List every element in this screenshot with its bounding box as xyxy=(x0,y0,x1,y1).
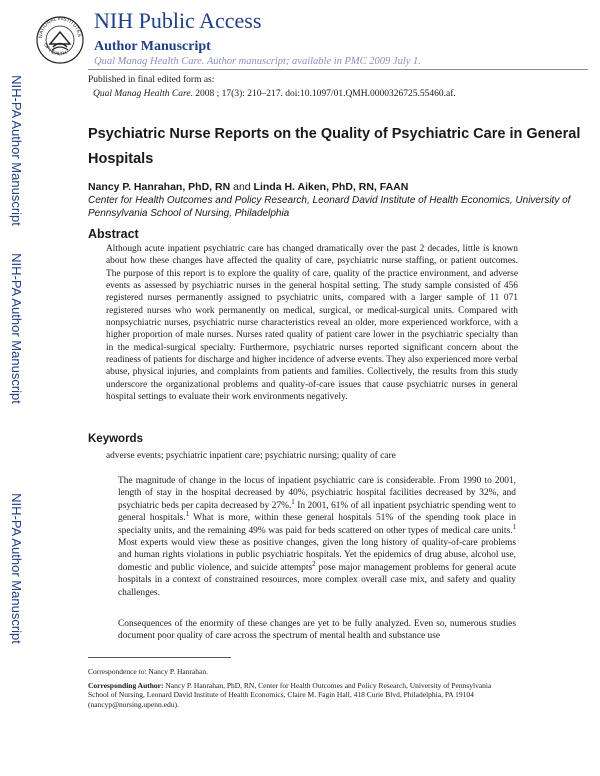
citation xyxy=(93,88,456,101)
author-1: Nancy P. Hanrahan, PhD, RN xyxy=(88,181,231,193)
author-list xyxy=(88,181,408,193)
availability-line: Qual Manag Health Care. Author manuscript; available in PMC 2009 July 1. xyxy=(94,56,421,67)
corresponding-author-details: Nancy P. Hanrahan, PhD, RN, Center for Health Outcomes and Policy Research, University of Pennsylvania School of Nursing, Leonard David Institute of Health Economics, Claire M. Fagin Hall, 418 Curie Blvd, Philadelphia, PA 19104 (nancyp@nursing.upenn.edu). xyxy=(88,681,492,709)
corresponding-author-label: Corresponding Author: xyxy=(88,681,164,690)
body-paragraph-1: The magnitude of change in the locus of inpatient psychiatric care is considerable. From 1990 to 2001, length of stay in the hospital decreased by 40%, psychiatric hospital facilities decreased by 32%, and psychiatric beds per capita decreased by 27%.$^1$ In 2001, 61% of all inpatient psychiatric spending went to general hospitals.$^1$ What is more, within these general hospitals 51% of the spending took place in specialty units, and the remaining 49% was paid for beds scattered on other types of medical care units.$^1$ Most experts would view these as positive changes, given the long history of quality-of-care problems and human rights violations in public psychiatric hospitals. Yet the epidemics of drug abuse, alcohol use, domestic and public violence, and suicide attempts$^2$ pose major management problems for general acute hospitals in a context of constrained resources, more complex overall case mix, and safety and quality challenges. xyxy=(118,476,517,598)
side-label-top: NIH-PA Author Manuscript xyxy=(8,74,24,226)
citation-details: . 2008 ; 17(3): 210–217. doi:10.1097/01.QMH.0000326725.55460.af. xyxy=(190,89,456,99)
affiliation: Center for Health Outcomes and Policy Research, Leonard David Institute of Health Economics, University of Pennsylvania School of Nursing, Philadelphia xyxy=(88,195,571,219)
keywords-heading: Keywords xyxy=(88,433,143,445)
correspondence-note: Correspondence to: Nancy P. Hanrahan. xyxy=(88,667,208,676)
author-2: Linda H. Aiken, PhD, RN, FAAN xyxy=(253,181,409,193)
svg-text:NATIONAL INSTITUTES: NATIONAL INSTITUTES xyxy=(37,15,83,39)
published-note: Published in final edited form as: xyxy=(88,75,215,85)
nih-seal-logo xyxy=(35,6,85,70)
author-manuscript-label: Author Manuscript xyxy=(94,39,211,54)
nih-public-access-title: NIH Public Access xyxy=(94,8,262,33)
body-paragraph-2: Consequences of the enormity of these changes are yet to be fully analyzed. Even so, numerous studies document poor quality of care across the spectrum of mental health and substance use xyxy=(118,619,516,642)
article-title: Psychiatric Nurse Reports on the Quality of Psychiatric Care in General Hospitals xyxy=(88,126,581,167)
reference-marker: 1 xyxy=(512,522,516,531)
reference-marker: 2 xyxy=(312,559,316,568)
svg-text:OF HEALTH: OF HEALTH xyxy=(42,42,68,58)
header-divider xyxy=(88,69,588,70)
author-conjunction: and xyxy=(230,181,254,193)
abstract-heading: Abstract xyxy=(88,227,139,241)
keywords-text: adverse events; psychiatric inpatient care; psychiatric nursing; quality of care xyxy=(106,451,396,461)
side-label-middle: NIH-PA Author Manuscript xyxy=(8,252,24,404)
footnote-divider xyxy=(88,657,231,658)
corresponding-author-note xyxy=(88,681,498,709)
side-label-bottom: NIH-PA Author Manuscript xyxy=(8,492,24,644)
reference-marker: 1 xyxy=(291,497,295,506)
abstract-text: Although acute inpatient psychiatric care has changed dramatically over the past 2 decades, little is known about how these changes have affected the quality of care, psychiatric nurse staffing, or patient outcomes. The purpose of this report is to explore the quality of care, quality of the practice environment, and adverse events as assessed by psychiatric nurses in the general hospital setting. The study sample consisted of 456 registered nurses permanently assigned to psychiatric units, compared with a larger sample of 11 071 registered nurses who work permanently on medical, surgical, or medical-surgical units. Compared with nonpsychiatric nurses, psychiatric nurse characteristics reveal an older, more experienced workforce, with a higher proportion of male nurses. Nurses rated quality of patient care lower in the psychiatric specialty than in the medical-surgical specialty. Furthermore, psychiatric nurses reported significant concern about the readiness of patients for discharge and higher incidence of adverse events. They also experienced more verbal abuse, physical injuries, and complaints from patients and families. Collectively, the results from this study underscore the organizational problems and quality-of-care issues that cause psychiatric nurses in general hospital settings to evaluate their work environments negatively. xyxy=(106,244,518,403)
reference-marker: 1 xyxy=(185,510,190,519)
citation-journal: Qual Manag Health Care xyxy=(93,89,191,99)
